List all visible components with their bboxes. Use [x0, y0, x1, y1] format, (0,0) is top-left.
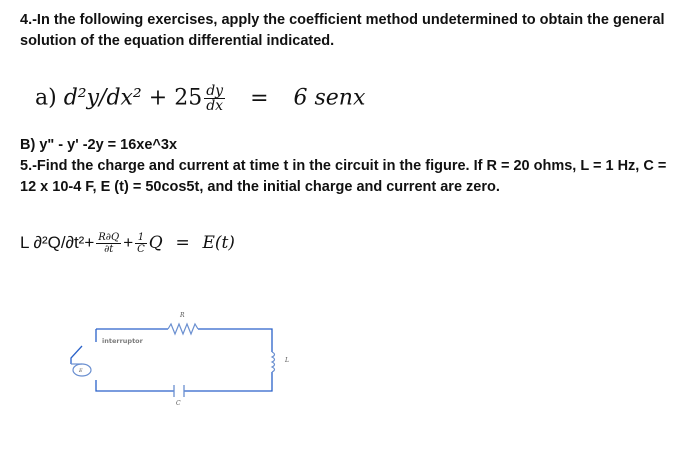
part-a-equals: =	[250, 85, 269, 111]
capacitor-symbol	[174, 385, 184, 397]
eq-b-lhs: L ∂²Q/∂t²+	[20, 232, 95, 252]
capacitor-label: C	[176, 400, 181, 407]
part-a-lhs: d²y/dx²	[63, 85, 142, 111]
inductor-label: L	[285, 357, 289, 364]
eq-b-frac2-num: 1	[135, 232, 147, 244]
switch-label: interruptor	[102, 337, 143, 345]
part-a-label: a)	[35, 85, 57, 111]
eq-b-frac1-den: ∂t	[104, 244, 114, 255]
eq-b-plus: +	[123, 232, 134, 252]
inductor-symbol	[272, 352, 275, 372]
circuit-left-wire	[71, 329, 96, 364]
eq-b-frac1-num: R∂Q	[98, 232, 120, 243]
part-a-plus: + 25	[148, 85, 203, 111]
source-label: E	[79, 368, 83, 374]
part-a-frac-den: dx	[206, 98, 224, 114]
part-b-equation: B) y" - y' -2y = 16xe^3x	[20, 137, 178, 153]
resistor-symbol	[168, 324, 198, 334]
problem-4-text: 4.-In the following exercises, apply the coefficient method undetermined to obtain the general solution of the equation differential indicated.	[20, 12, 665, 49]
problem-5-text: 5.-Find the charge and current at time t in the circuit in the figure. If R = 20 ohms, L = 1 Hz, C = 12 x 10-4 F, E (t) = 50cos5t, and the initial charge and current are zero.	[20, 158, 667, 195]
eq-b-q: Q	[148, 232, 163, 253]
eq-b-rhs: E(t)	[202, 232, 235, 253]
part-a-frac-num: dy	[206, 83, 224, 99]
eq-b-frac2-den: C	[137, 244, 145, 255]
resistor-label: R	[180, 312, 185, 319]
part-a-rhs: 6 senx	[293, 85, 366, 111]
eq-b-equals: =	[175, 232, 190, 253]
